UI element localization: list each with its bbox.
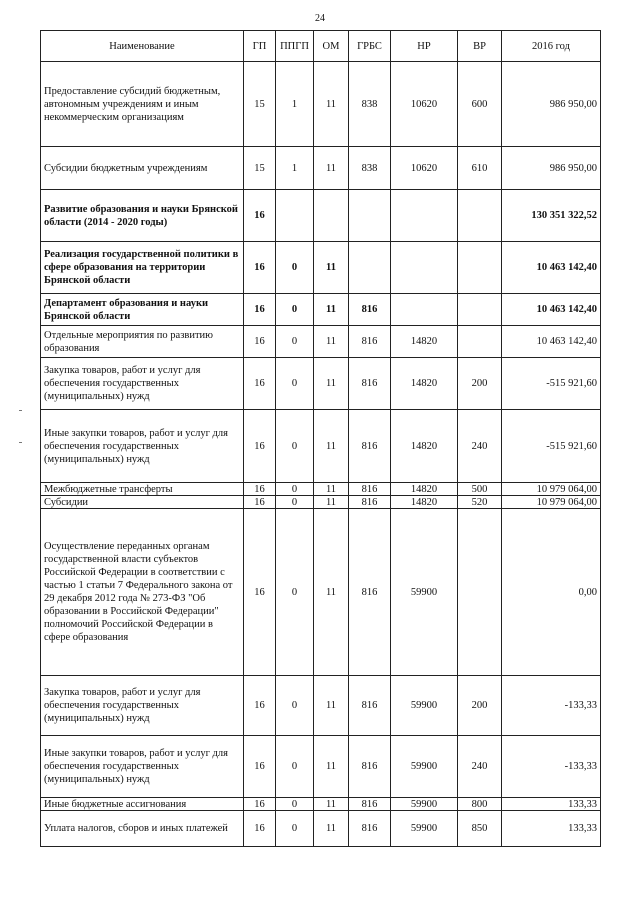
row-om: 11 <box>314 496 349 509</box>
row-amount: 10 979 064,00 <box>502 496 601 509</box>
row-vr: 850 <box>458 811 502 847</box>
row-vr <box>458 326 502 358</box>
row-ppgp: 0 <box>276 509 314 676</box>
row-gp: 16 <box>244 326 276 358</box>
table-row <box>41 242 601 294</box>
row-vr <box>458 242 502 294</box>
row-amount: 986 950,00 <box>502 62 601 147</box>
row-ppgp: 0 <box>276 410 314 483</box>
row-gp: 16 <box>244 509 276 676</box>
row-om: 11 <box>314 358 349 410</box>
row-ppgp: 0 <box>276 676 314 736</box>
row-gp: 16 <box>244 190 276 242</box>
page-number: 24 <box>315 13 325 24</box>
row-amount: -133,33 <box>502 676 601 736</box>
budget-table <box>40 30 601 847</box>
row-om: 11 <box>314 294 349 326</box>
table-row <box>41 509 601 676</box>
row-gp: 16 <box>244 358 276 410</box>
row-amount: 130 351 322,52 <box>502 190 601 242</box>
row-gp: 16 <box>244 242 276 294</box>
row-amount: 133,33 <box>502 811 601 847</box>
row-name: Осуществление переданных органам государственной власти субъектов Российской Федерации в соответствии с частью 1 статьи 7 Федерального закона от 29 декабря 2012 года № 273-ФЗ "Об образовании в Российской Федерации" полномочий Российской Федерации в сфере образования <box>41 509 244 676</box>
column-header-grbs: ГРБС <box>349 31 391 62</box>
row-vr <box>458 294 502 326</box>
row-amount: 10 463 142,40 <box>502 242 601 294</box>
row-grbs: 816 <box>349 676 391 736</box>
row-np: 59900 <box>391 798 458 811</box>
row-vr <box>458 190 502 242</box>
row-om: 11 <box>314 736 349 798</box>
column-header-gp: ГП <box>244 31 276 62</box>
table-header-row <box>41 31 601 62</box>
table-row <box>41 358 601 410</box>
row-gp: 16 <box>244 811 276 847</box>
row-ppgp: 0 <box>276 736 314 798</box>
row-ppgp: 0 <box>276 294 314 326</box>
row-vr: 500 <box>458 483 502 496</box>
row-np: 59900 <box>391 676 458 736</box>
row-om: 11 <box>314 676 349 736</box>
row-name: Субсидии <box>41 496 244 509</box>
row-om: 11 <box>314 509 349 676</box>
row-grbs: 816 <box>349 509 391 676</box>
column-header-np: НР <box>391 31 458 62</box>
row-np: 59900 <box>391 736 458 798</box>
row-np: 59900 <box>391 811 458 847</box>
row-om: 11 <box>314 326 349 358</box>
row-amount: 10 463 142,40 <box>502 326 601 358</box>
row-vr: 610 <box>458 147 502 190</box>
row-vr: 800 <box>458 798 502 811</box>
column-header-vr: ВР <box>458 31 502 62</box>
row-vr: 240 <box>458 410 502 483</box>
row-gp: 16 <box>244 410 276 483</box>
column-header-ppgp: ППГП <box>276 31 314 62</box>
row-np: 14820 <box>391 410 458 483</box>
row-name: Иные закупки товаров, работ и услуг для обеспечения государственных (муниципальных) нужд <box>41 736 244 798</box>
row-np: 59900 <box>391 509 458 676</box>
row-grbs: 816 <box>349 496 391 509</box>
table-row <box>41 496 601 509</box>
row-amount: 986 950,00 <box>502 147 601 190</box>
row-np: 14820 <box>391 483 458 496</box>
row-amount: 0,00 <box>502 509 601 676</box>
row-vr: 200 <box>458 676 502 736</box>
table-row <box>41 326 601 358</box>
row-np: 14820 <box>391 358 458 410</box>
table-row <box>41 294 601 326</box>
row-name: Закупка товаров, работ и услуг для обеспечения государственных (муниципальных) нужд <box>41 358 244 410</box>
row-name: Реализация государственной политики в сфере образования на территории Брянской области <box>41 242 244 294</box>
table-row <box>41 676 601 736</box>
table-row <box>41 736 601 798</box>
row-om: 11 <box>314 483 349 496</box>
row-np: 14820 <box>391 496 458 509</box>
row-om: 11 <box>314 62 349 147</box>
row-ppgp: 1 <box>276 62 314 147</box>
margin-mark <box>19 442 22 443</box>
row-vr <box>458 509 502 676</box>
row-amount: -515 921,60 <box>502 410 601 483</box>
row-name: Отдельные мероприятия по развитию образования <box>41 326 244 358</box>
margin-mark <box>19 410 22 411</box>
row-om: 11 <box>314 147 349 190</box>
row-amount: 10 979 064,00 <box>502 483 601 496</box>
row-gp: 16 <box>244 798 276 811</box>
row-np <box>391 242 458 294</box>
row-vr: 600 <box>458 62 502 147</box>
table-row <box>41 147 601 190</box>
row-gp: 16 <box>244 676 276 736</box>
row-gp: 15 <box>244 62 276 147</box>
table-row <box>41 811 601 847</box>
table-row <box>41 62 601 147</box>
row-name: Закупка товаров, работ и услуг для обеспечения государственных (муниципальных) нужд <box>41 676 244 736</box>
row-grbs: 816 <box>349 326 391 358</box>
column-header-om: ОМ <box>314 31 349 62</box>
row-vr: 240 <box>458 736 502 798</box>
row-name: Иные бюджетные ассигнования <box>41 798 244 811</box>
row-ppgp <box>276 190 314 242</box>
row-name: Департамент образования и науки Брянской области <box>41 294 244 326</box>
row-ppgp: 0 <box>276 811 314 847</box>
row-name: Иные закупки товаров, работ и услуг для обеспечения государственных (муниципальных) нужд <box>41 410 244 483</box>
row-gp: 16 <box>244 736 276 798</box>
row-gp: 16 <box>244 496 276 509</box>
row-grbs <box>349 190 391 242</box>
row-np: 10620 <box>391 147 458 190</box>
row-name: Уплата налогов, сборов и иных платежей <box>41 811 244 847</box>
row-ppgp: 0 <box>276 326 314 358</box>
row-np <box>391 294 458 326</box>
row-grbs: 838 <box>349 62 391 147</box>
row-vr: 520 <box>458 496 502 509</box>
table-row <box>41 483 601 496</box>
row-amount: -133,33 <box>502 736 601 798</box>
table-row <box>41 190 601 242</box>
row-grbs <box>349 242 391 294</box>
row-grbs: 816 <box>349 811 391 847</box>
row-om <box>314 190 349 242</box>
row-amount: 10 463 142,40 <box>502 294 601 326</box>
row-name: Предоставление субсидий бюджетным, автономным учреждениям и иным некоммерческим организациям <box>41 62 244 147</box>
row-vr: 200 <box>458 358 502 410</box>
row-np: 14820 <box>391 326 458 358</box>
row-grbs: 816 <box>349 358 391 410</box>
row-gp: 16 <box>244 483 276 496</box>
row-name: Межбюджетные трансферты <box>41 483 244 496</box>
table-row <box>41 798 601 811</box>
row-ppgp: 0 <box>276 798 314 811</box>
row-ppgp: 0 <box>276 483 314 496</box>
row-om: 11 <box>314 410 349 483</box>
row-grbs: 816 <box>349 294 391 326</box>
row-gp: 16 <box>244 294 276 326</box>
row-grbs: 816 <box>349 483 391 496</box>
row-name: Субсидии бюджетным учреждениям <box>41 147 244 190</box>
row-grbs: 816 <box>349 410 391 483</box>
row-grbs: 816 <box>349 736 391 798</box>
row-ppgp: 1 <box>276 147 314 190</box>
table-row <box>41 410 601 483</box>
row-name: Развитие образования и науки Брянской области (2014 - 2020 годы) <box>41 190 244 242</box>
row-np: 10620 <box>391 62 458 147</box>
row-om: 11 <box>314 242 349 294</box>
row-ppgp: 0 <box>276 242 314 294</box>
row-grbs: 816 <box>349 798 391 811</box>
row-ppgp: 0 <box>276 496 314 509</box>
row-ppgp: 0 <box>276 358 314 410</box>
row-gp: 15 <box>244 147 276 190</box>
column-header-name: Наименование <box>41 31 244 62</box>
row-amount: 133,33 <box>502 798 601 811</box>
row-grbs: 838 <box>349 147 391 190</box>
row-amount: -515 921,60 <box>502 358 601 410</box>
row-om: 11 <box>314 798 349 811</box>
row-om: 11 <box>314 811 349 847</box>
row-np <box>391 190 458 242</box>
column-header-year: 2016 год <box>502 31 601 62</box>
